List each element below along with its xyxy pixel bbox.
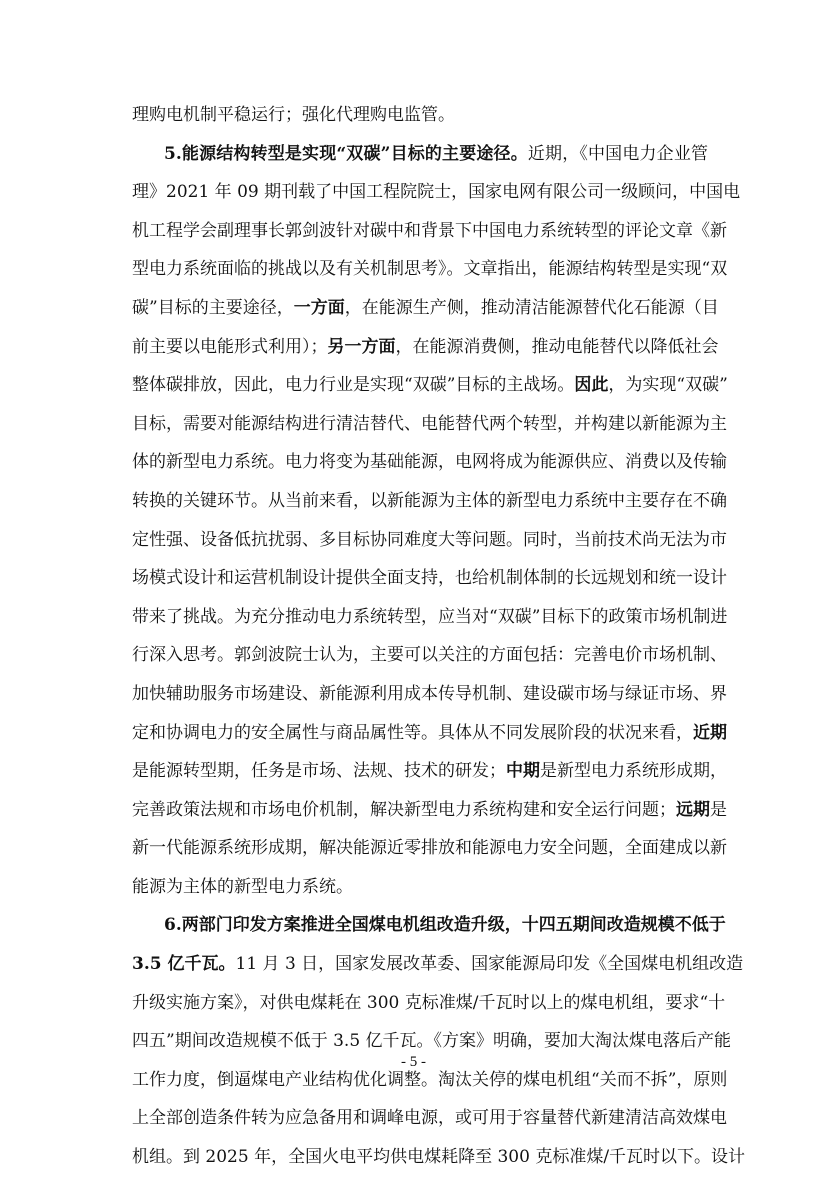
paragraph-p6: [132, 906, 746, 1176]
text-line: [132, 791, 727, 830]
text-line: [132, 173, 741, 212]
text-segment: ，为实现“双碳”: [608, 375, 728, 396]
text-segment: 上全部创造条件转为应急备用和调峰电源，或可用于容量替代新建清洁高效煤电: [132, 1108, 727, 1129]
text-segment: ，在能源消费侧，推动电能替代以降低社会: [395, 336, 719, 357]
text-line: [132, 405, 727, 444]
bold-text: 一方面: [293, 297, 345, 318]
text-line: [132, 675, 727, 714]
bold-text: 3.5 亿千瓦。: [132, 954, 236, 975]
page-number: - 5 -: [401, 1054, 426, 1070]
text-segment: 体的新型电力系统。电力将变为基础能源，电网将成为能源供应、消费以及传输: [132, 452, 727, 473]
bold-text: 因此: [574, 375, 609, 396]
text-line: [132, 289, 719, 328]
bold-text: 5.能源结构转型是实现“双碳”目标的主要途径。: [164, 143, 528, 164]
text-line: [132, 96, 708, 135]
bold-text: 6.两部门印发方案推进全国煤电机组改造升级，十四五期间改造规模不低于: [164, 915, 726, 936]
text-segment: ，在能源生产侧，推动清洁能源替代化石能源（目: [344, 297, 719, 318]
text-line: [132, 328, 719, 367]
text-segment: 碳”目标的主要途径，: [132, 297, 294, 318]
text-segment: 近期，《中国电力企业管: [527, 143, 708, 164]
text-segment: 加快辅助服务市场建设、新能源利用成本传导机制、建设碳市场与绿证市场、界: [132, 683, 727, 704]
text-line: [132, 945, 744, 984]
text-line: [132, 559, 727, 598]
text-segment: 带来了挑战。为充分推动电力系统转型，应当对“双碳”目标下的政策市场机制进: [132, 606, 728, 627]
text-line: [132, 752, 727, 791]
paragraph-prev: [132, 96, 708, 135]
text-line: [132, 984, 726, 1023]
text-segment: 完善政策法规和市场电价机制，解决新型电力系统构建和安全运行问题；: [132, 799, 676, 820]
text-segment: 11 月 3 日，国家发展改革委、国家能源局印发《全国煤电机组改造: [235, 954, 744, 975]
text-line: [132, 598, 728, 637]
text-segment: 是新型电力系统形成期，: [540, 761, 727, 782]
text-segment: 是能源转型期，任务是市场、法规、技术的研发；: [132, 761, 506, 782]
bold-text: 远期: [676, 799, 710, 820]
text-line: [132, 135, 708, 174]
text-line: [132, 1099, 727, 1138]
bold-text: 中期: [506, 761, 540, 782]
body-text: [132, 96, 746, 1177]
text-line: [132, 906, 726, 945]
text-segment: 理》2021 年 09 期刊载了中国工程院院士，国家电网有限公司一级顾问，中国电: [132, 182, 741, 203]
bold-text: 近期: [693, 722, 727, 743]
text-segment: 四五”期间改造规模不低于 3.5 亿千瓦。《方案》明确，要加大淘汰煤电落后产能: [132, 1031, 732, 1052]
text-segment: 场模式设计和运营机制设计提供全面支持，也给机制体制的长远规划和统一设计: [132, 568, 727, 589]
text-line: [132, 1138, 746, 1177]
text-segment: 定性强、设备低抗扰弱、多目标协同难度大等问题。同时，当前技术尚无法为市: [132, 529, 727, 550]
text-segment: 整体碳排放，因此，电力行业是实现“双碳”目标的主战场。: [132, 375, 575, 396]
text-line: [132, 714, 727, 753]
text-segment: 工作力度，倒逼煤电产业结构优化调整。淘汰关停的煤电机组“关而不拆”，原则: [132, 1069, 728, 1090]
text-segment: 机组。到 2025 年，全国火电平均供电煤耗降至 300 克标准煤/千瓦时以下。设计: [132, 1147, 746, 1168]
text-segment: 行深入思考。郭剑波院士认为，主要可以关注的方面包括：完善电价市场机制、: [132, 645, 727, 666]
text-line: [132, 212, 727, 251]
text-segment: 是: [710, 799, 727, 820]
bold-text: 另一方面: [327, 336, 396, 357]
paragraph-p5: [132, 135, 741, 907]
text-line: [132, 250, 728, 289]
text-line: [132, 636, 727, 675]
text-line: [132, 443, 727, 482]
text-line: [132, 366, 728, 405]
text-segment: 能源为主体的新型电力系统。: [132, 876, 353, 897]
text-segment: 机工程学会副理事长郭剑波针对碳中和背景下中国电力系统转型的评论文章《新: [132, 220, 727, 241]
text-line: [132, 829, 727, 868]
text-segment: 目标，需要对能源结构进行清洁替代、电能替代两个转型，并构建以新能源为主: [132, 413, 727, 434]
text-segment: 前主要以电能形式利用）；: [132, 336, 328, 357]
text-line: [132, 521, 727, 560]
text-line: [132, 868, 708, 907]
text-segment: 型电力系统面临的挑战以及有关机制思考》。文章指出，能源结构转型是实现“双: [132, 259, 728, 280]
text-segment: 转换的关键环节。从当前来看，以新能源为主体的新型电力系统中主要存在不确: [132, 490, 727, 511]
text-segment: 定和协调电力的安全属性与商品属性等。具体从不同发展阶段的状况来看，: [132, 722, 693, 743]
text-segment: 升级实施方案》，对供电煤耗在 300 克标准煤/千瓦时以上的煤电机组，要求“十: [132, 992, 726, 1013]
text-segment: 新一代能源系统形成期，解决能源近零排放和能源电力安全问题，全面建成以新: [132, 838, 727, 859]
text-segment: 理购电机制平稳运行；强化代理购电监管。: [132, 105, 455, 125]
text-line: [132, 482, 727, 521]
